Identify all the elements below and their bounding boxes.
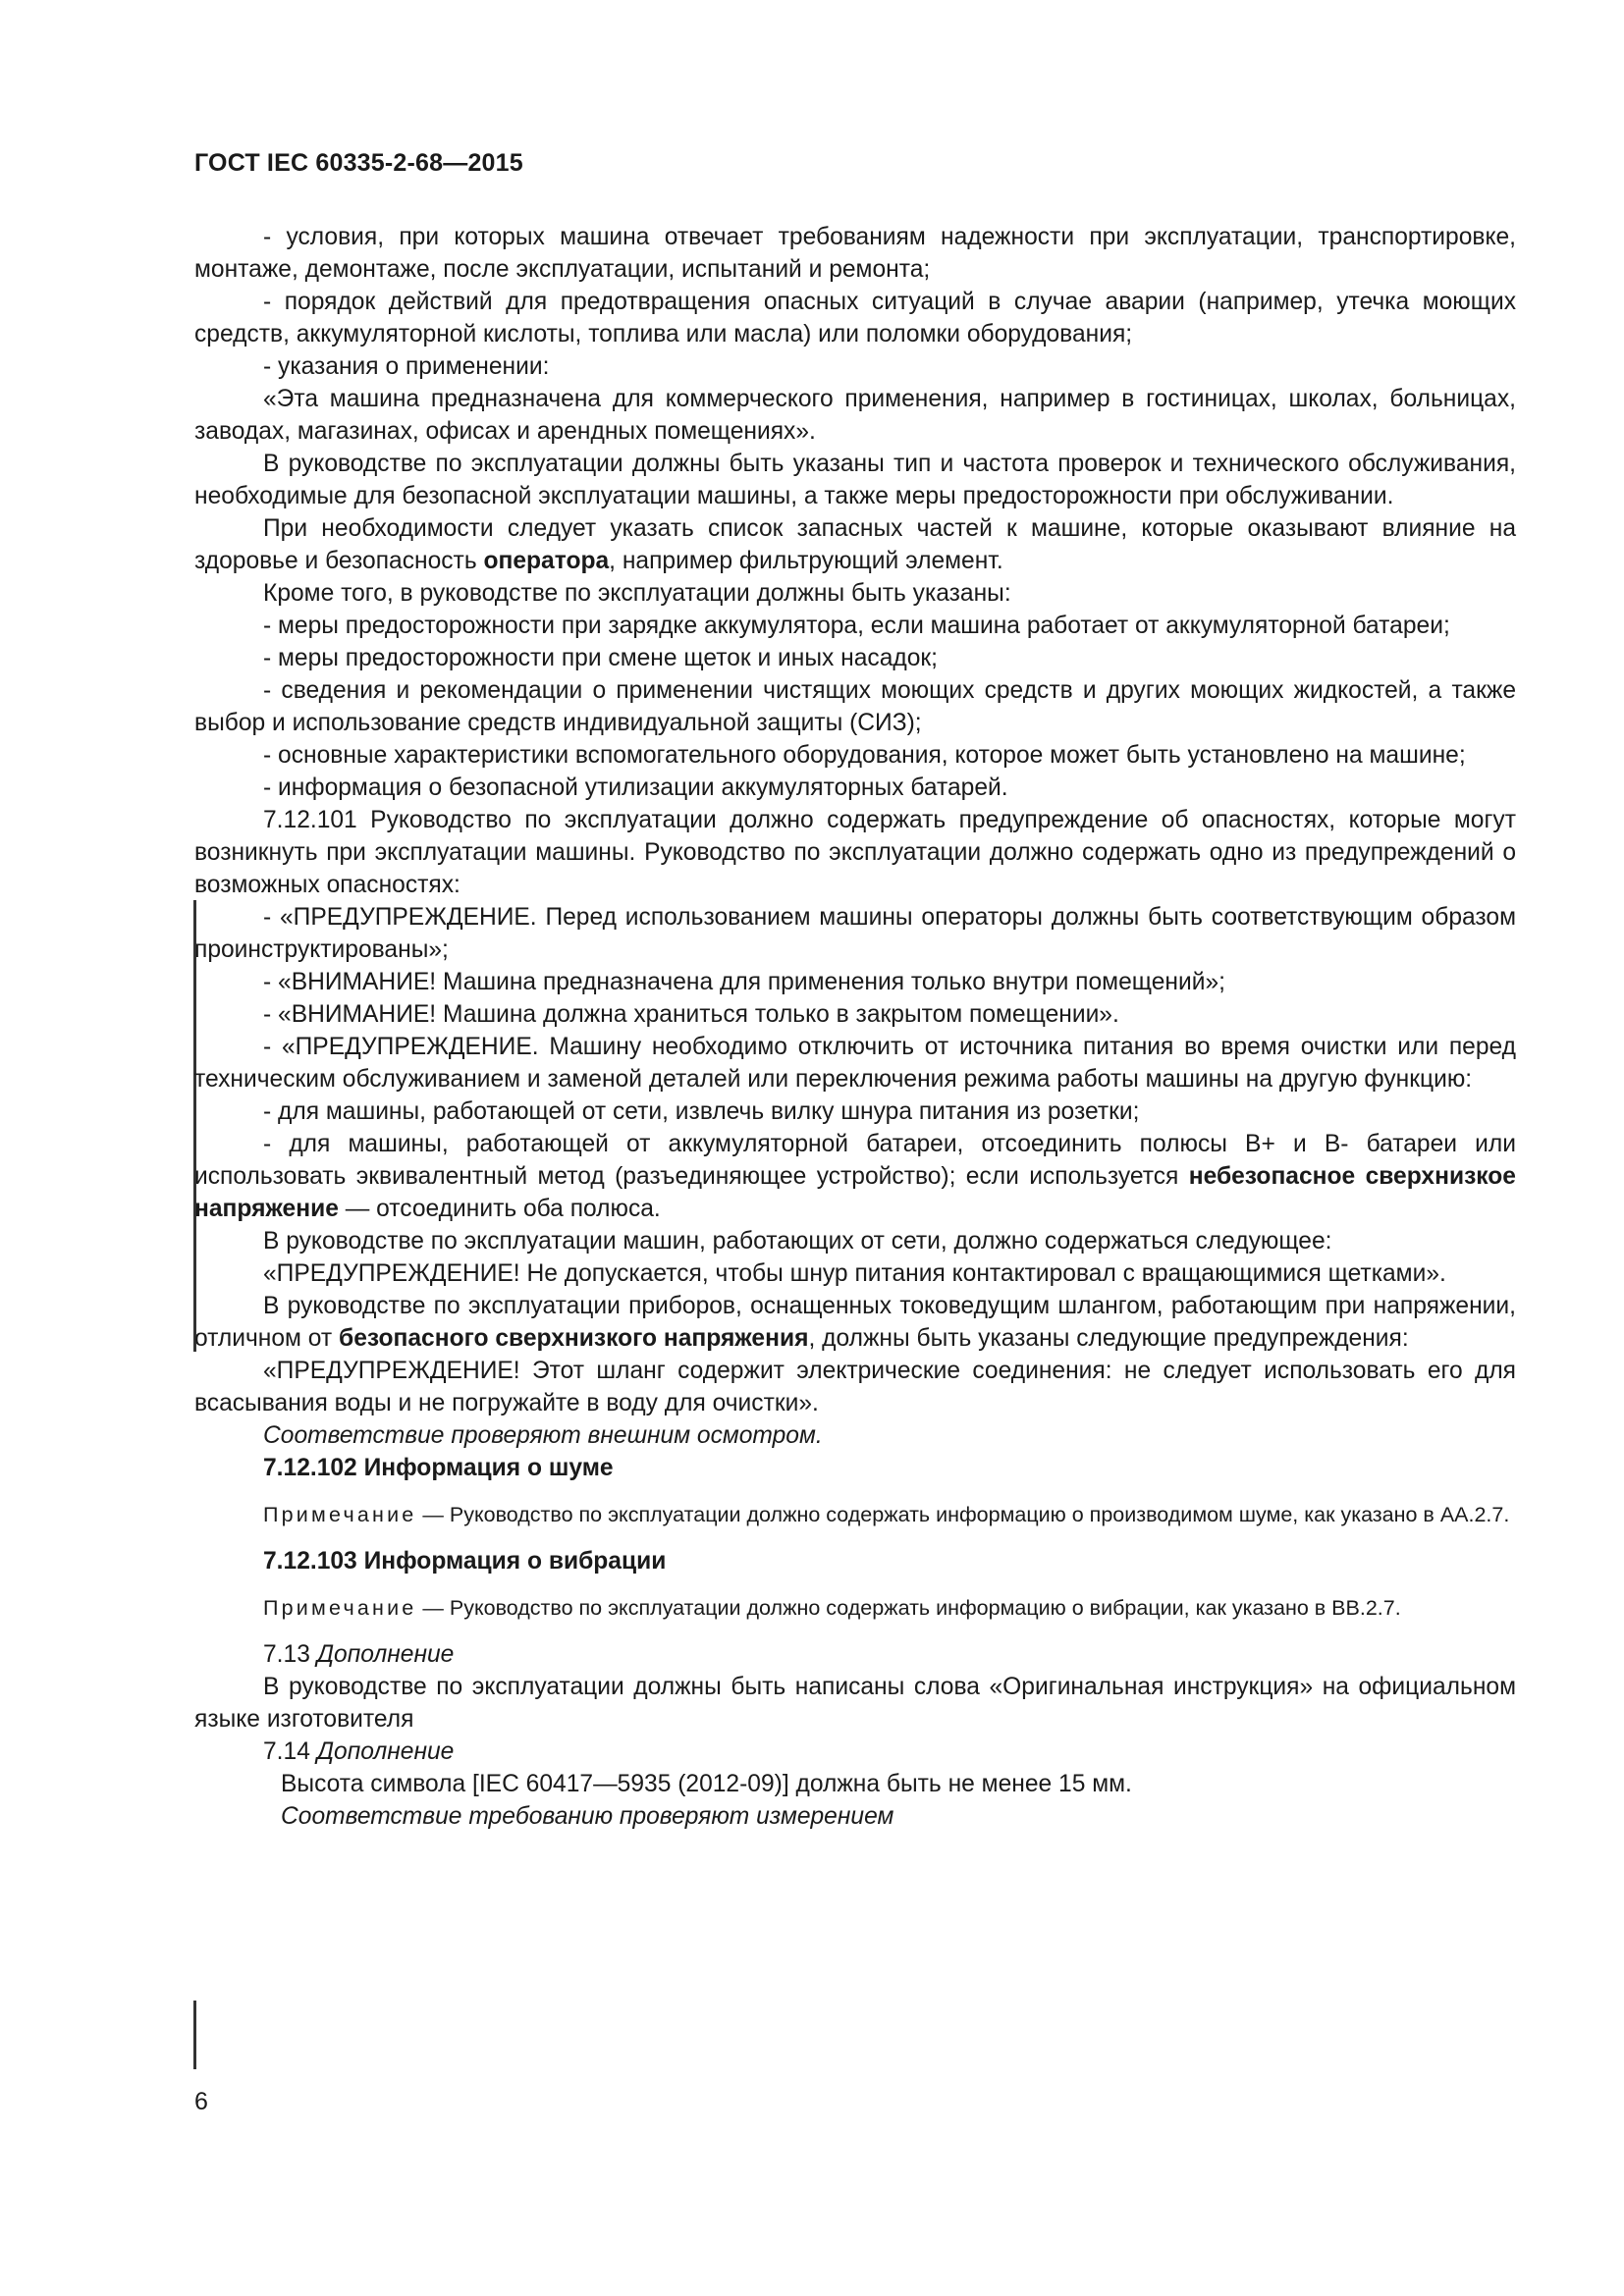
- list-item: - «ПРЕДУПРЕЖДЕНИЕ. Машину необходимо отключить от источника питания во время очистки или перед техническим обслуживанием и заменой деталей или переключения режима работы машины на другую функцию:: [194, 1034, 1516, 1093]
- term-bold: небезопасное сверхнизкое напряжение: [194, 1163, 1516, 1222]
- italic-text: Соответствие проверяют внешним осмотром.: [263, 1422, 823, 1449]
- list-item: - указания о применении:: [263, 353, 550, 380]
- list-item: - условия, при которых машина отвечает требованиям надежности при эксплуатации, транспортировке, монтаже, демонтаже, после эксплуатации, испытаний и ремонта;: [194, 224, 1516, 283]
- text-span: В руководстве по эксплуатации приборов, оснащенных токоведущим шлангом, работающим при напряжении, отличном от: [194, 1293, 1516, 1352]
- quote-paragraph: «ПРЕДУПРЕЖДЕНИЕ! Не допускается, чтобы шнур питания контактировал с вращающимися щетками».: [263, 1260, 1446, 1287]
- heading-text: 7.12.102 Информация о шуме: [263, 1455, 614, 1481]
- note-label: Примечание: [263, 1596, 417, 1620]
- list-item: - меры предосторожности при смене щеток и иных насадок;: [263, 645, 939, 671]
- list-item: [194, 1128, 1516, 1225]
- section-title: Дополнение: [316, 1641, 455, 1668]
- section-title: Дополнение: [316, 1738, 455, 1765]
- page-number: 6: [194, 2088, 208, 2115]
- term-bold: оператора: [483, 548, 610, 574]
- quote-paragraph: «Эта машина предназначена для коммерческого применения, например в гостиницах, школах, больницах, заводах, магазинах, офисах и арендных помещениях».: [194, 386, 1516, 445]
- list-item: - меры предосторожности при зарядке аккумулятора, если машина работает от аккумуляторной батареи;: [263, 613, 1450, 639]
- paragraph: Высота символа [IEC 60417—5935 (2012-09)] должна быть не менее 15 мм.: [281, 1771, 1132, 1797]
- paragraph: В руководстве по эксплуатации должны быть указаны тип и частота проверок и технического обслуживания, необходимые для безопасной эксплуатации машины, а также меры предосторожности при обслуживании.: [194, 451, 1516, 509]
- text-span: , например фильтрующий элемент.: [609, 548, 1003, 574]
- section-heading: [194, 1638, 1516, 1671]
- compliance-note: [194, 1800, 1516, 1833]
- document-header: ГОСТ IEC 60335-2-68—2015: [194, 149, 523, 177]
- section-heading: [194, 1452, 1516, 1484]
- section-number: 7.14: [263, 1738, 317, 1765]
- note-paragraph: [194, 1500, 1516, 1529]
- italic-text: Соответствие требованию проверяют измерением: [281, 1803, 894, 1830]
- text-span: — отсоединить оба полюса.: [338, 1196, 661, 1222]
- text-span: , должны быть указаны следующие предупреждения:: [808, 1325, 1409, 1352]
- note-label: Примечание: [263, 1503, 417, 1526]
- note-text: — Руководство по эксплуатации должно содержать информацию о производимом шуме, как указано в АА.2.7.: [416, 1503, 1510, 1526]
- paragraph: [194, 1290, 1516, 1355]
- quote-paragraph: «ПРЕДУПРЕЖДЕНИЕ! Этот шланг содержит электрические соединения: не следует использовать его для всасывания воды и не погружайте в воду для очистки».: [194, 1358, 1516, 1416]
- clause-paragraph: 7.12.101 Руководство по эксплуатации должно содержать предупреждение об опасностях, которые могут возникнуть при эксплуатации машины. Руководство по эксплуатации должно содержать одно из предупреждений о возможных опасностях:: [194, 807, 1516, 898]
- list-item: - сведения и рекомендации о применении чистящих моющих средств и других моющих жидкостей, а также выбор и использование средств индивидуальной защиты (СИЗ);: [194, 677, 1516, 736]
- section-heading: [194, 1545, 1516, 1577]
- section-number: 7.13: [263, 1641, 317, 1668]
- list-item: - основные характеристики вспомогательного оборудования, которое может быть установлено на машине;: [263, 742, 1466, 769]
- text-span: При необходимости следует указать список запасных частей к машине, которые оказывают влияние на здоровье и безопасность: [194, 515, 1516, 574]
- list-item: - для машины, работающей от сети, извлечь вилку шнура питания из розетки;: [263, 1098, 1140, 1125]
- heading-text: 7.12.103 Информация о вибрации: [263, 1548, 667, 1575]
- list-item: - информация о безопасной утилизации аккумуляторных батарей.: [263, 774, 1008, 801]
- list-item: - «ВНИМАНИЕ! Машина предназначена для применения только внутри помещений»;: [263, 969, 1225, 995]
- paragraph: [194, 512, 1516, 577]
- list-item: - порядок действий для предотвращения опасных ситуаций в случае аварии (например, утечка моющих средств, аккумуляторной кислоты, топлива или масла) или поломки оборудования;: [194, 289, 1516, 347]
- document-body: [194, 221, 1516, 1833]
- compliance-note: [194, 1419, 1516, 1452]
- text-span: - для машины, работающей от аккумуляторной батареи, отсоединить полюсы В+ и В- батареи или использовать эквивалентный метод (разъединяющее устройство); если используется: [194, 1131, 1516, 1190]
- change-bar: [193, 2001, 196, 2069]
- term-bold: безопасного сверхнизкого напряжения: [339, 1325, 809, 1352]
- list-item: - «ВНИМАНИЕ! Машина должна храниться только в закрытом помещении».: [263, 1001, 1119, 1028]
- list-item: - «ПРЕДУПРЕЖДЕНИЕ. Перед использованием машины операторы должны быть соответствующим образом проинструктированы»;: [194, 904, 1516, 963]
- paragraph: В руководстве по эксплуатации должны быть написаны слова «Оригинальная инструкция» на официальном языке изготовителя: [194, 1674, 1516, 1733]
- note-text: — Руководство по эксплуатации должно содержать информацию о вибрации, как указано в ВВ.2.7.: [416, 1596, 1401, 1620]
- note-paragraph: [194, 1593, 1516, 1623]
- paragraph: В руководстве по эксплуатации машин, работающих от сети, должно содержаться следующее:: [263, 1228, 1332, 1255]
- paragraph: Кроме того, в руководстве по эксплуатации должны быть указаны:: [263, 580, 1011, 607]
- section-heading: [194, 1735, 1516, 1768]
